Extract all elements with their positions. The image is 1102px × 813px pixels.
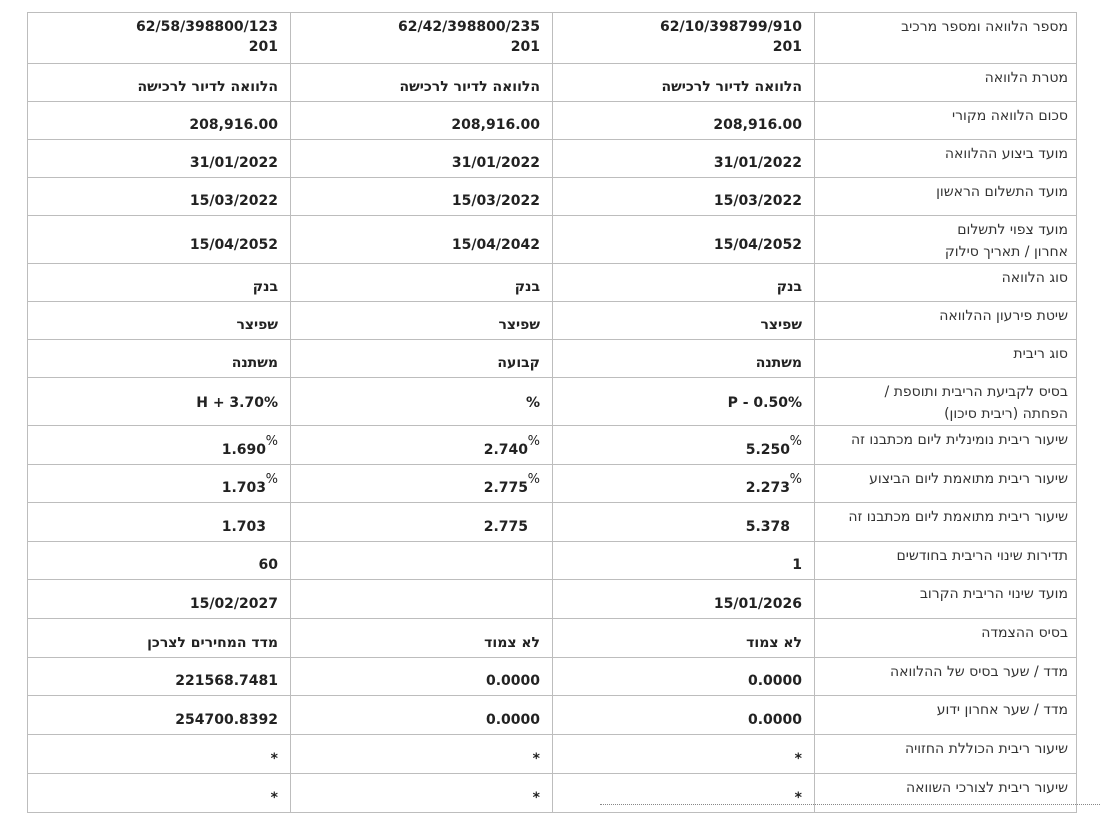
table-row [28, 140, 1077, 178]
row-label: סוג הלוואה [815, 264, 1077, 301]
repayment-method: שפיצר [498, 317, 540, 333]
forecast-total-rate: * [532, 751, 540, 767]
first-payment-date: 15/03/2022 [451, 193, 540, 209]
adjusted-rate-value: 2.273 [745, 480, 790, 496]
value-cell [553, 503, 815, 541]
value-cell [291, 340, 553, 377]
adjusted-rate-today: 2.775 [483, 519, 528, 535]
percent-sign: % [789, 434, 802, 449]
execution-date: 31/01/2022 [189, 155, 278, 171]
loan-purpose: הלוואה לדיור לרכישה [661, 79, 802, 95]
adjusted-rate-value: 2.775 [483, 480, 528, 496]
row-label: בסיס לקביעת הריבית ותוספת / הפחתה (ריבית סיכון) [815, 378, 1077, 425]
comparison-rate: * [794, 790, 802, 806]
next-rate-change: 15/02/2027 [189, 596, 278, 612]
adjusted-rate-today: 5.378 [745, 519, 790, 535]
value-cell [28, 426, 291, 464]
value-cell [28, 619, 291, 657]
value-cell [28, 140, 291, 177]
value-cell [291, 696, 553, 734]
original-amount: 208,916.00 [189, 117, 278, 133]
linkage-base: לא צמוד [746, 635, 802, 651]
value-cell [553, 542, 815, 579]
value-cell [553, 64, 815, 101]
loan-type: בנק [776, 279, 802, 295]
value-cell [291, 178, 553, 215]
value-cell [28, 340, 291, 377]
row-label: מועד שינוי הריבית הקרוב [815, 580, 1077, 618]
table-row [28, 696, 1077, 735]
value-cell [553, 264, 815, 301]
last-known-index: 254700.8392 [175, 712, 278, 728]
loan-number: 62/10/398799/910 201 [660, 19, 802, 55]
value-cell [28, 580, 291, 618]
value-cell [553, 735, 815, 773]
value-cell [553, 696, 815, 734]
table-row [28, 735, 1077, 774]
loan-purpose: הלוואה לדיור לרכישה [399, 79, 540, 95]
row-label: שיעור ריבית מתואמת ליום מכתבנו זה [815, 503, 1077, 541]
interest-type: משתנה [755, 355, 802, 371]
value-cell [553, 580, 815, 618]
row-label: שיעור ריבית מתואמת ליום הביצוע [815, 465, 1077, 502]
last-payment-date: 15/04/2052 [713, 237, 802, 253]
value-cell [291, 735, 553, 773]
row-label: מועד צפוי לתשלום אחרון / תאריך סילוק [815, 216, 1077, 263]
rate-change-frequency: 1 [792, 557, 802, 573]
value-cell [28, 264, 291, 301]
loan-type: בנק [252, 279, 278, 295]
value-cell [28, 216, 291, 263]
table-row [28, 580, 1077, 619]
value-cell [28, 465, 291, 502]
table-row [28, 542, 1077, 580]
value-cell [291, 465, 553, 502]
interest-type: משתנה [231, 355, 278, 371]
value-cell [553, 378, 815, 425]
value-cell [28, 658, 291, 695]
value-cell [553, 340, 815, 377]
rate-change-frequency: 60 [258, 557, 278, 573]
loan-type: בנק [514, 279, 540, 295]
adjusted-rate-execution [221, 472, 278, 496]
loan-purpose: הלוואה לדיור לרכישה [137, 79, 278, 95]
table-row [28, 102, 1077, 140]
loan-number: 62/42/398800/235 201 [398, 19, 540, 55]
table-row [28, 426, 1077, 465]
original-amount: 208,916.00 [713, 117, 802, 133]
value-cell [291, 302, 553, 339]
percent-sign: % [527, 472, 540, 487]
value-cell [291, 216, 553, 263]
base-index: 0.0000 [485, 673, 540, 689]
value-cell [28, 735, 291, 773]
execution-date: 31/01/2022 [451, 155, 540, 171]
percent-sign: % [265, 434, 278, 449]
table-row [28, 619, 1077, 658]
value-cell [291, 503, 553, 541]
value-cell [291, 140, 553, 177]
row-label: מדד / שער בסיס של ההלוואה [815, 658, 1077, 695]
table-row [28, 340, 1077, 378]
row-label: מועד התשלום הראשון [815, 178, 1077, 215]
value-cell [28, 503, 291, 541]
percent-sign: % [265, 472, 278, 487]
value-cell [28, 102, 291, 139]
value-cell [28, 378, 291, 425]
value-cell [553, 465, 815, 502]
value-cell [291, 774, 553, 812]
adjusted-rate-execution [745, 472, 802, 496]
value-cell [28, 64, 291, 101]
row-label: שיעור ריבית הכוללת החזויה [815, 735, 1077, 773]
adjusted-rate-value: 1.703 [221, 480, 266, 496]
last-known-index: 0.0000 [485, 712, 540, 728]
value-cell [553, 140, 815, 177]
value-cell [553, 302, 815, 339]
value-cell [291, 64, 553, 101]
row-label: בסיס ההצמדה [815, 619, 1077, 657]
execution-date: 31/01/2022 [713, 155, 802, 171]
table-row [28, 378, 1077, 426]
nominal-rate-value: 5.250 [745, 442, 790, 458]
percent-sign: % [789, 472, 802, 487]
table-row [28, 302, 1077, 340]
table-row [28, 178, 1077, 216]
value-cell [291, 13, 553, 63]
value-cell [28, 302, 291, 339]
value-cell [553, 426, 815, 464]
value-cell [28, 13, 291, 63]
repayment-method: שפיצר [760, 317, 802, 333]
nominal-rate-value: 2.740 [483, 442, 528, 458]
value-cell [553, 178, 815, 215]
row-label: שיטת פירעון ההלוואה [815, 302, 1077, 339]
value-cell [553, 216, 815, 263]
row-label: סוג ריבית [815, 340, 1077, 377]
nominal-rate-value: 1.690 [221, 442, 266, 458]
adjusted-rate-today: 1.703 [221, 519, 266, 535]
row-label: מדד / שער אחרון ידוע [815, 696, 1077, 734]
row-label: מספר הלוואה ומספר מרכיב [815, 13, 1077, 63]
value-cell [553, 619, 815, 657]
original-amount: 208,916.00 [451, 117, 540, 133]
comparison-rate: * [532, 790, 540, 806]
table-row [28, 465, 1077, 503]
last-payment-date: 15/04/2052 [189, 237, 278, 253]
value-cell [291, 426, 553, 464]
adjusted-rate-execution [483, 472, 540, 496]
value-cell [553, 102, 815, 139]
interest-base: P - 0.50% [727, 395, 802, 411]
table-row [28, 658, 1077, 696]
value-cell [28, 542, 291, 579]
next-rate-change: 15/01/2026 [713, 596, 802, 612]
last-known-index: 0.0000 [747, 712, 802, 728]
value-cell [291, 619, 553, 657]
first-payment-date: 15/03/2022 [713, 193, 802, 209]
value-cell [553, 13, 815, 63]
value-cell [291, 658, 553, 695]
base-index: 0.0000 [747, 673, 802, 689]
value-cell [291, 378, 553, 425]
nominal-rate [745, 434, 802, 458]
row-label: שיעור ריבית נומינלית ליום מכתבנו זה [815, 426, 1077, 464]
row-label: סכום הלוואה מקורי [815, 102, 1077, 139]
row-label: מועד ביצוע ההלוואה [815, 140, 1077, 177]
value-cell [291, 542, 553, 579]
last-payment-date: 15/04/2042 [451, 237, 540, 253]
nominal-rate [221, 434, 278, 458]
linkage-base: מדד המחירים לצרכן [147, 635, 278, 651]
percent-sign: % [527, 434, 540, 449]
repayment-method: שפיצר [236, 317, 278, 333]
nominal-rate [483, 434, 540, 458]
row-label: שיעור ריבית לצורכי השוואה [815, 774, 1077, 812]
forecast-total-rate: * [794, 751, 802, 767]
value-cell [28, 696, 291, 734]
linkage-base: לא צמוד [484, 635, 540, 651]
value-cell [291, 102, 553, 139]
value-cell [291, 580, 553, 618]
row-label: מטרת הלוואה [815, 64, 1077, 101]
comparison-rate: * [270, 790, 278, 806]
table-row [28, 264, 1077, 302]
table-row [28, 13, 1077, 64]
value-cell [553, 658, 815, 695]
base-index: 221568.7481 [175, 673, 278, 689]
interest-type: קבועה [497, 355, 540, 371]
forecast-total-rate: * [270, 751, 278, 767]
table-row [28, 64, 1077, 102]
value-cell [28, 178, 291, 215]
table-row [28, 503, 1077, 542]
row-label: תדירות שינוי הריבית בחודשים [815, 542, 1077, 579]
value-cell [28, 774, 291, 812]
interest-base: H + 3.70% [196, 395, 278, 411]
value-cell [291, 264, 553, 301]
first-payment-date: 15/03/2022 [189, 193, 278, 209]
loan-number: 62/58/398800/123 201 [136, 19, 278, 55]
loan-details-table [27, 12, 1077, 813]
table-row [28, 216, 1077, 264]
interest-base: % [525, 395, 540, 411]
